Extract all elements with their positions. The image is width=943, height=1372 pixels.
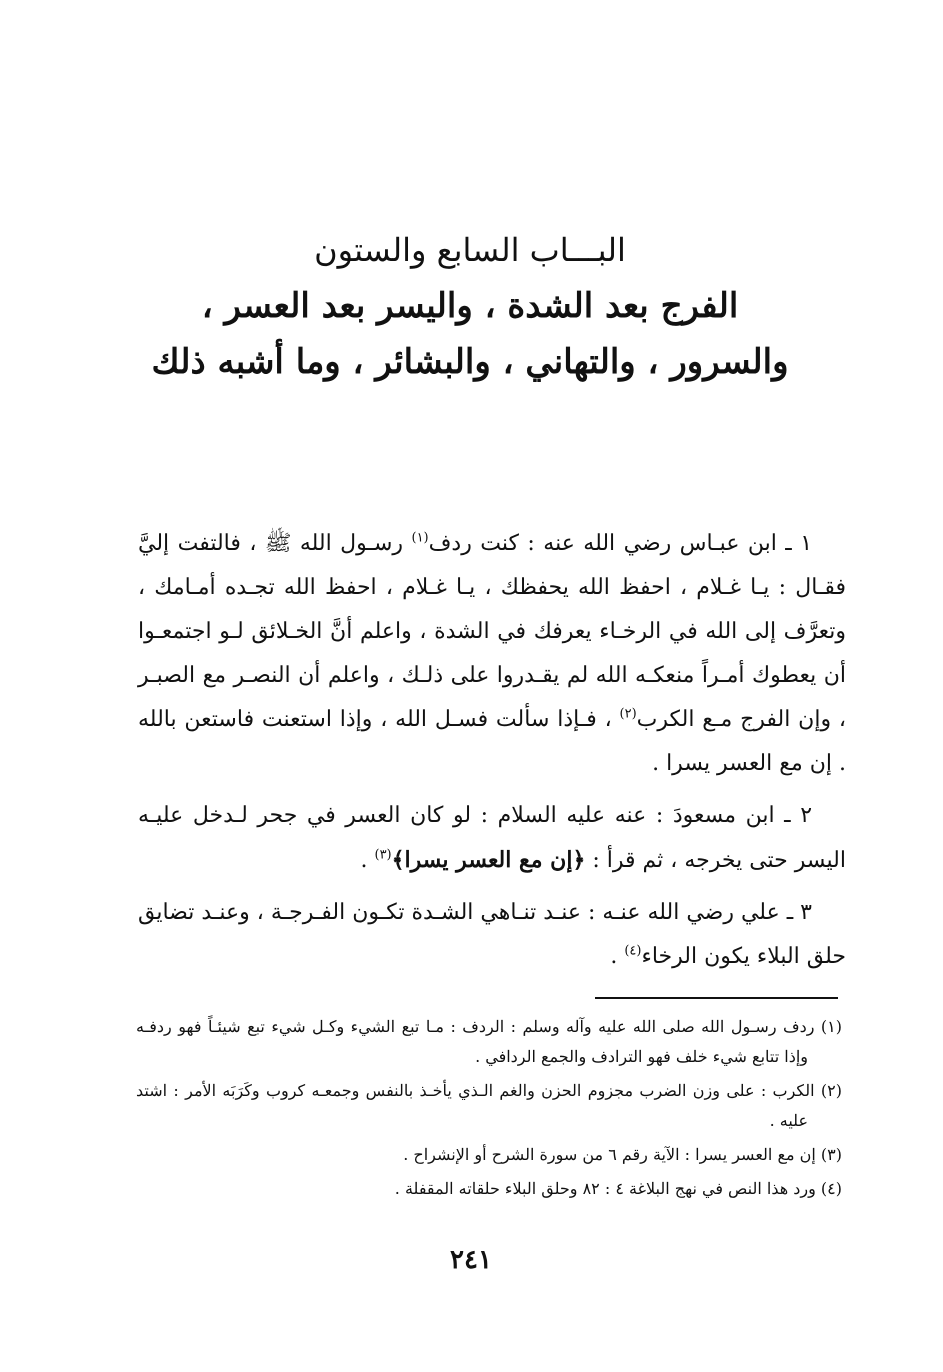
page-number: ٢٤١: [450, 1245, 492, 1275]
chapter-title: البـــاب السابع والستون: [314, 231, 626, 269]
paragraph-text: ٣ ـ علي رضي الله عنـه : عنـد تنـاهي الشـدة تكـون الفـرجـة ، وعنـد تضايق حلق البلاء يكون الرخاء: [138, 900, 846, 969]
footnote-divider: [595, 997, 838, 999]
footnote-3: (٣) إن مع العسر يسرا : الآية رقم ٦ من سورة الشرح أو الإنشراح .: [403, 1145, 842, 1164]
footnote-2: (٢) الكرب : على وزن الضرب مجزوم الحزن والغم الـذي يأخـذ بالنفس وجمعـه كروب وكَرَبَه الأمر : اشتد عليه .: [136, 1081, 842, 1130]
chapter-heading: [120, 222, 820, 390]
paragraph-text: .: [360, 848, 375, 873]
quran-quote: ﴿إن مع العسر يسرا﴾: [391, 847, 586, 873]
footnote-ref: (٣): [374, 847, 392, 863]
footnotes: [136, 1012, 842, 1208]
chapter-subtitle-line-2: والسرور ، والتهاني ، والبشائر ، وما أشبه ذلك: [151, 342, 789, 382]
chapter-subtitle-line-1: الفرج بعد الشدة ، واليسر بعد العسر ،: [201, 286, 739, 326]
footnote-ref: (١): [411, 530, 429, 546]
paragraph-text: ١ ـ ابن عبـاس رضي الله عنه : كنت ردف: [428, 531, 813, 556]
footnote-ref: (٤): [624, 943, 642, 959]
body-text: [138, 522, 846, 987]
paragraph-3: [138, 891, 846, 979]
paragraph-text: رسـول الله ﷺ ، فالتفت إليَّ فقـال : يـا غـلام ، احفظ الله يحفظك ، يـا غـلام ، احفظ الله تجـده أمـامك ، وتعرَّف إلى الله في الرخـاء يعرفك في الشدة ، واعلم أنَّ الخـلائق لـو اجتمعـوا أن يعطوك أمـراً منعكـه الله لم يقـدروا على ذلـك ، واعلم أن النصـر مع الصبـر ، وإن الفرج مـع الكرب: [138, 531, 846, 732]
paragraph-text: ، فـإذا سألت فسـل الله ، وإذا استعنت فاستعن بالله . إن مع العسر يسرا .: [138, 707, 846, 776]
paragraph-1: [138, 522, 846, 786]
footnote-ref: (٢): [619, 706, 637, 722]
paragraph-text: .: [610, 944, 625, 969]
footnote-1: (١) ردف رسـول الله صلى الله عليه وآله وسلم : الردف : مـا تبع الشيء وكـل شيء تبع شيئـاً فهو ردفـه وإذا تتابع شيء خلف فهو الترادف والجمع الردافي .: [136, 1017, 842, 1066]
footnote-4: (٤) ورد هذا النص في نهج البلاغة ٤ : ٨٢ وحلق البلاء حلقاته المقفلة .: [394, 1179, 842, 1198]
paragraph-text: ٢ ـ ابن مسعودَ : عنه عليه السلام : لو كان العسر في جحر لـدخل عليـه اليسر حتى يخرجه ، ثم قرأ :: [138, 803, 846, 873]
paragraph-2: [138, 794, 846, 883]
